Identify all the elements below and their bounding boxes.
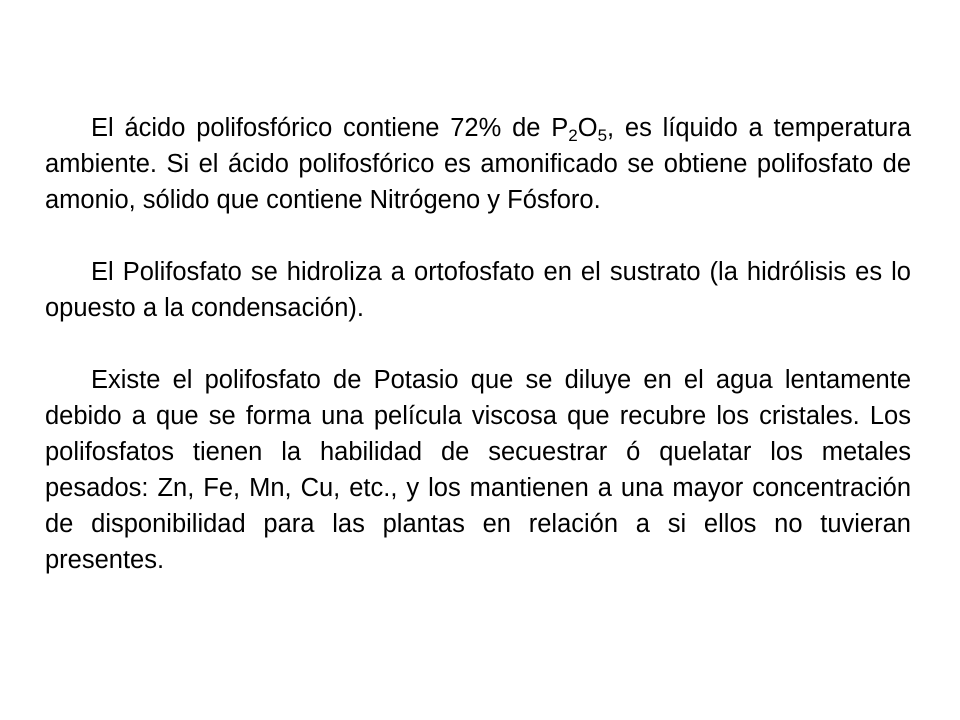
formula-subscript-2: 2 (568, 126, 578, 145)
formula-element-p: P (551, 114, 569, 142)
formula-element-o: O (577, 114, 598, 142)
slide-body (45, 110, 911, 578)
paragraph-1-text-start: El ácido polifosfórico contiene 72% de (91, 114, 552, 142)
paragraph-polyphosphoric-acid (45, 110, 911, 218)
formula-subscript-5: 5 (597, 126, 608, 145)
chemical-formula-p2o5 (551, 114, 608, 145)
paragraph-potassium-polyphosphate: Existe el polifosfato de Potasio que se diluye en el agua lentamente debido a que se forma una película viscosa que recubre los cristales. Los polifosfatos tienen la habilidad de secuestrar ó quelatar los metales pesados: Zn, Fe, Mn, Cu, etc., y los mantienen a una mayor concentración de disponibilidad para las plantas en relación a si ellos no tuvieran presentes. (45, 366, 911, 574)
paragraph-hydrolysis: El Polifosfato se hidroliza a ortofosfato en el sustrato (la hidrólisis es lo opuesto a la condensación). (45, 258, 911, 322)
paragraph-1-text-end: , es líquido a temperatura ambiente. Si el ácido polifosfórico es amonificado se obtiene polifosfato de amonio, sólido que contiene Nitrógeno y Fósforo. (45, 114, 911, 214)
